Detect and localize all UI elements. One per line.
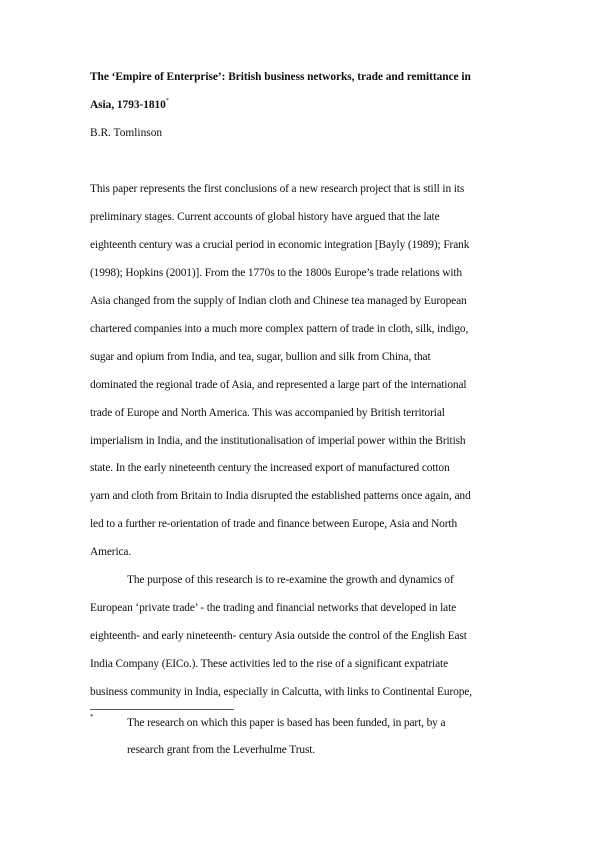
paragraph-2-line: The purpose of this research is to re-examine the growth and dynamics of <box>127 574 454 586</box>
paragraph-1-line: dominated the regional trade of Asia, and represented a large part of the international <box>90 379 467 391</box>
paragraph-2-line: European ‘private trade’ - the trading and financial networks that developed in late <box>90 602 457 614</box>
paragraph-2-line: India Company (EICo.). These activities led to the rise of a significant expatriate <box>90 658 449 670</box>
footnote-separator <box>90 709 234 710</box>
paragraph-1-line: preliminary stages. Current accounts of global history have argued that the late <box>90 211 440 223</box>
paragraph-1-line: imperialism in India, and the institutionalisation of imperial power within the British <box>90 435 466 447</box>
paper-title-line-2-text: Asia, 1793-1810 <box>90 99 166 111</box>
paragraph-1-line: sugar and opium from India, and tea, sugar, bullion and silk from China, that <box>90 351 431 363</box>
paragraph-2-line: business community in India, especially in Calcutta, with links to Continental Europe, <box>90 686 472 698</box>
paragraph-1-line: eighteenth century was a crucial period in economic integration [Bayly (1989); Frank <box>90 239 470 251</box>
title-footnote-marker: * <box>165 98 169 105</box>
paragraph-1-line: yarn and cloth from Britain to India disrupted the established patterns once again, and <box>90 490 471 502</box>
paragraph-1-line: trade of Europe and North America. This was accompanied by British territorial <box>90 407 445 419</box>
paragraph-1-line: America. <box>90 546 132 558</box>
footnote-marker: * <box>90 713 94 721</box>
paragraph-1-line: state. In the early nineteenth century the increased export of manufactured cotton <box>90 462 450 474</box>
paragraph-1-line: This paper represents the first conclusions of a new research project that is still in its <box>90 183 465 195</box>
author-name: B.R. Tomlinson <box>90 127 163 139</box>
footnote-line: The research on which this paper is based has been funded, in part, by a <box>127 717 446 729</box>
paper-title-line-1: The ‘Empire of Enterprise’: British business networks, trade and remittance in <box>90 71 471 83</box>
paragraph-1-line: led to a further re-orientation of trade and finance between Europe, Asia and North <box>90 518 458 530</box>
paragraph-1-line: chartered companies into a much more complex pattern of trade in cloth, silk, indigo, <box>90 323 469 335</box>
footnote-line: research grant from the Leverhulme Trust. <box>127 744 316 756</box>
paper-title-line-2 <box>90 99 169 111</box>
paragraph-2-line: eighteenth- and early nineteenth- century Asia outside the control of the English East <box>90 630 467 642</box>
paragraph-1-line: Asia changed from the supply of Indian cloth and Chinese tea managed by European <box>90 295 467 307</box>
paragraph-1-line: (1998); Hopkins (2001)]. From the 1770s to the 1800s Europe’s trade relations with <box>90 267 463 279</box>
